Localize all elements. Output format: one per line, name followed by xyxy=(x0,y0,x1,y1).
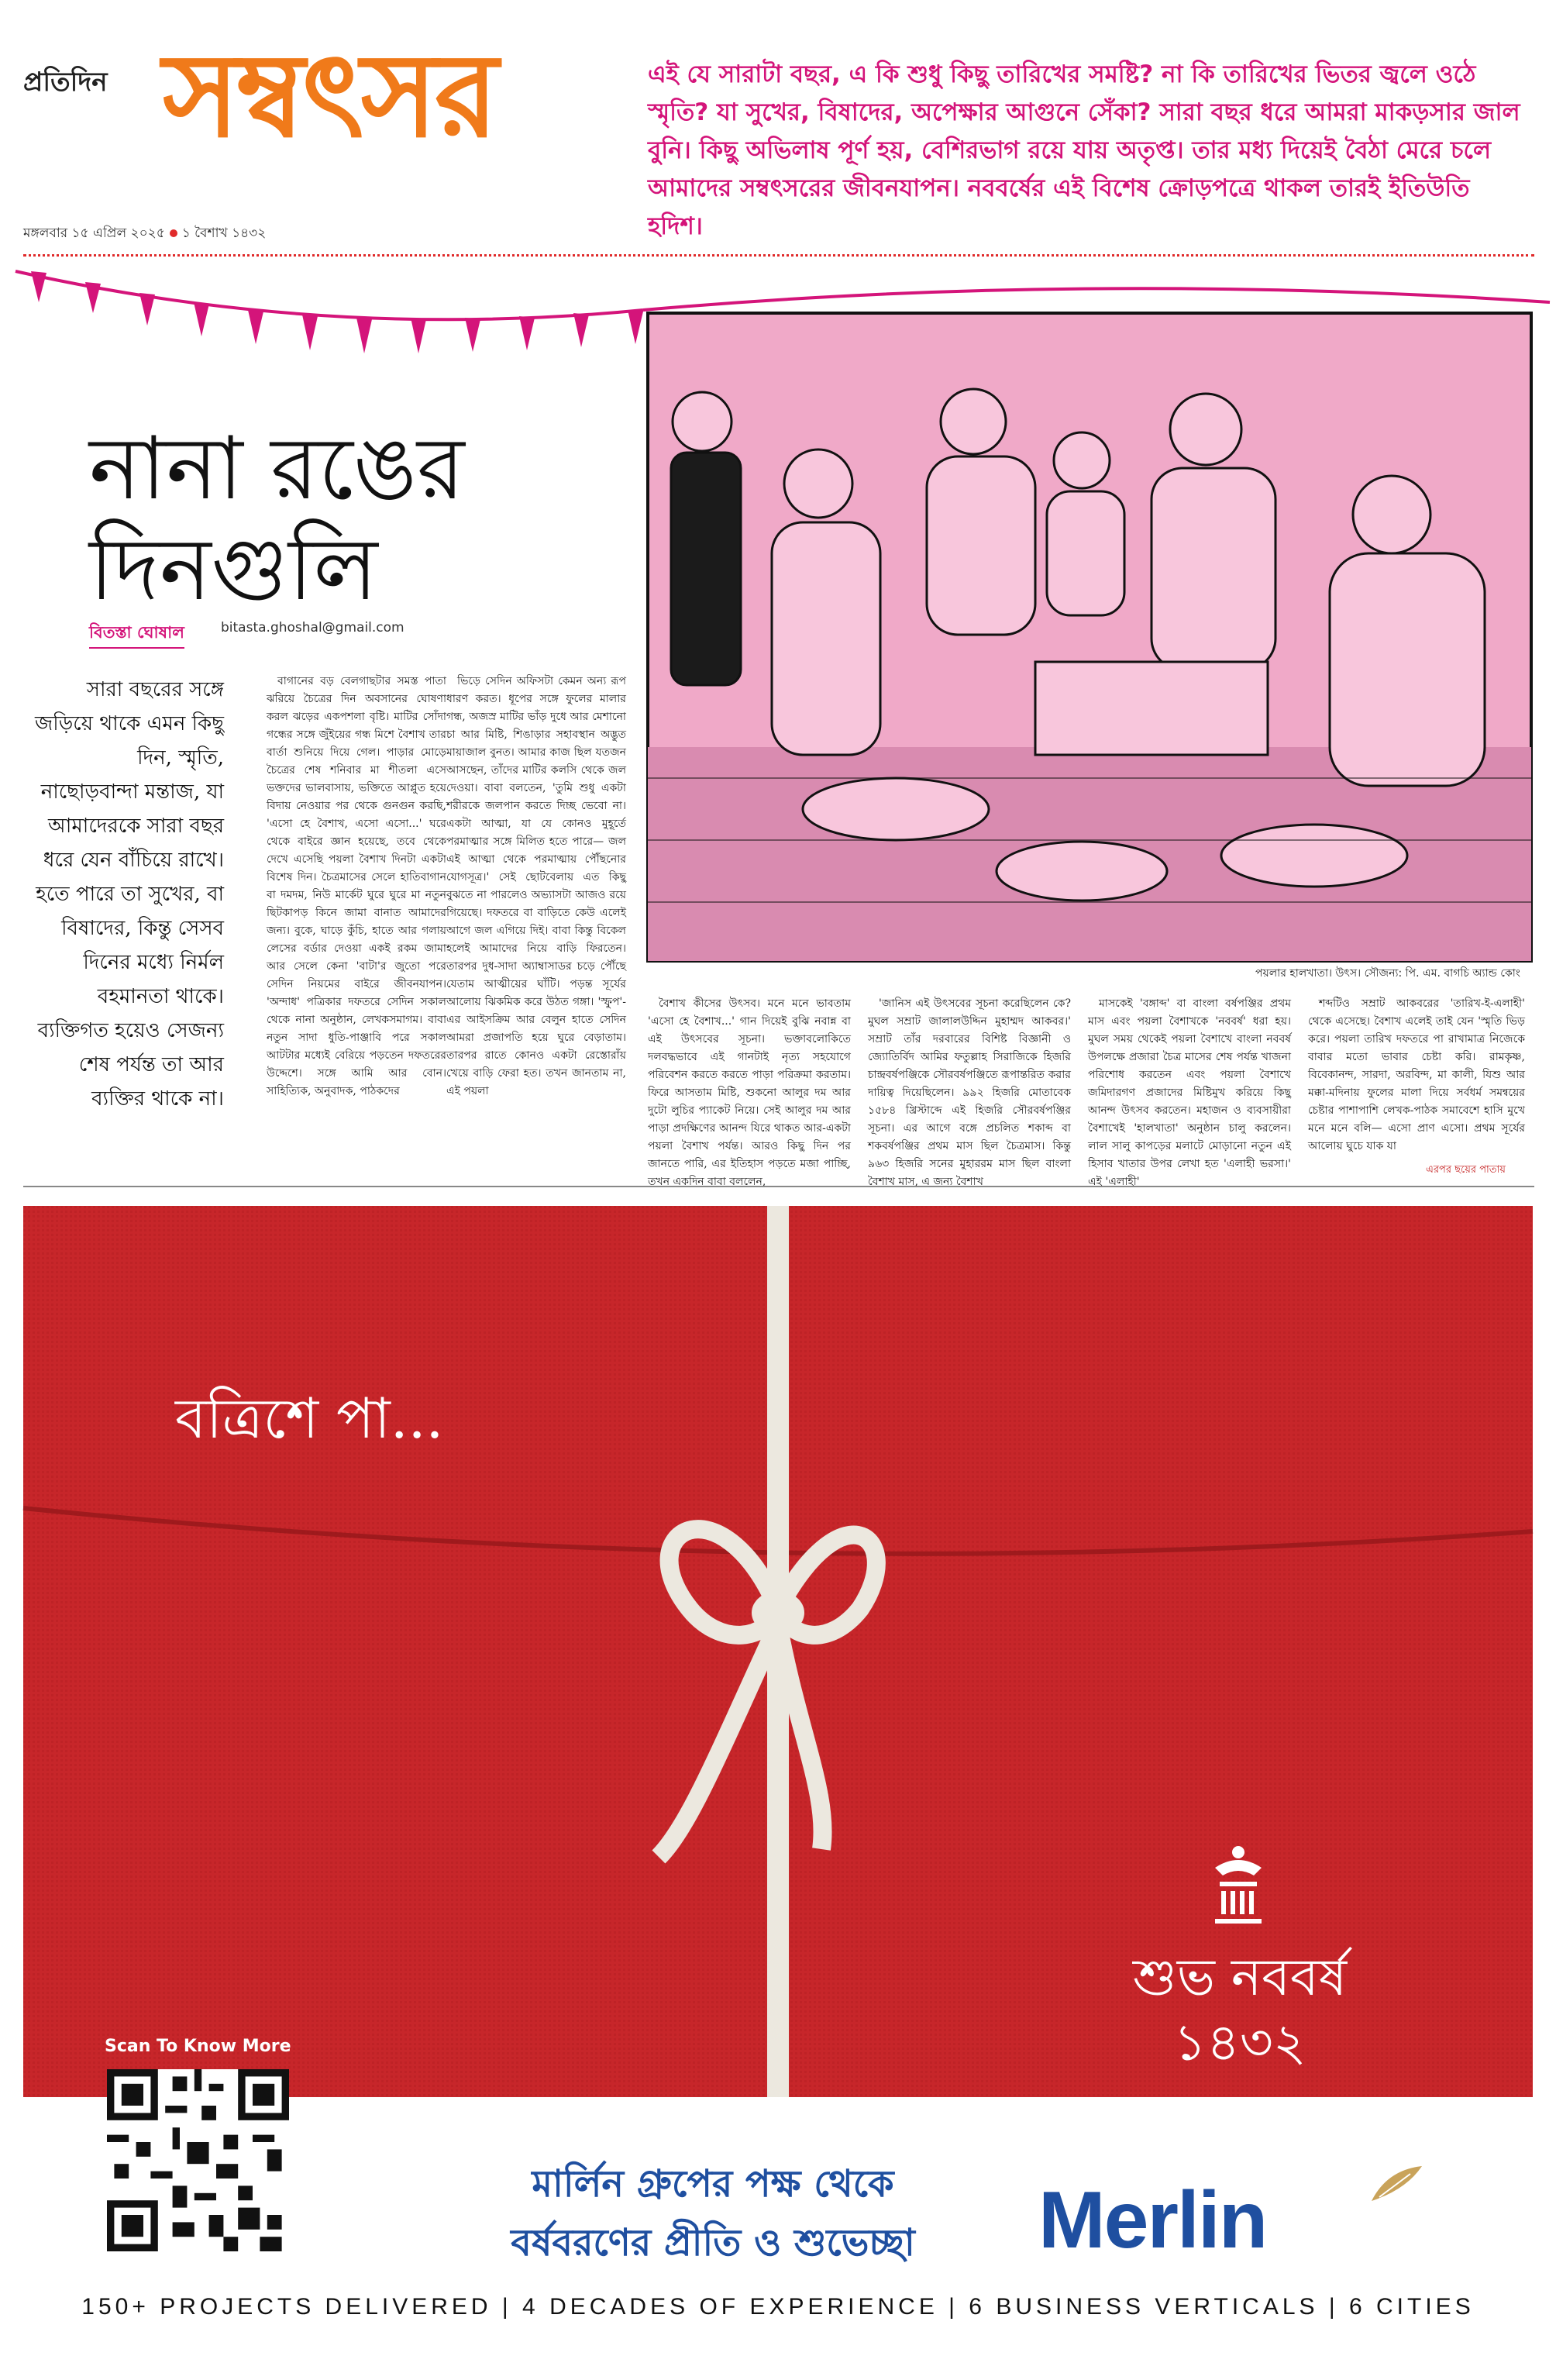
date-separator-dot xyxy=(170,229,177,237)
column-4-text: 'জানিস এই উৎসবের সূচনা করেছিলেন কে? মুঘল সম্রাট জালালউদ্দিন মুহাম্মদ আকবর।' সম্রাট তাঁর দরবারের বিশিষ্ট বিজ্ঞানী ও জ্যোতির্বিদ আমির ফতুল্লাহ সিরাজিকে হিজরি চান্দ্রবর্ষপঞ্জিকে সৌরবর্ষপঞ্জিতে রূপান্তরিত করার দায়িত্ব দিয়েছিলেন। ৯৯২ হিজরি মোতাবেক ১৫৮৪ খ্রিস্টাব্দে এই হিজরি সৌরবর্ষপঞ্জির সূচনা। এর আগে বঙ্গে প্রচলিত শকাব্দ বা শকবর্ষপঞ্জির প্রথম মাস ছিল চৈত্রমাস। কিন্তু ৯৬৩ হিজরি সনের মুহাররম মাস ছিল বাংলা বৈশাখ মাস, এ জন্য বৈশাখ xyxy=(868,997,1071,1188)
ad-message-line-2: বর্ষবরণের প্রীতি ও শুভেচ্ছা xyxy=(511,2221,915,2265)
ad-message-line-1: মার্লিন গ্রুপের পক্ষ থেকে xyxy=(532,2162,894,2206)
column-5-text: মাসকেই 'বঙ্গাব্দ' বা বাংলা বর্ষপঞ্জির প্রথম মাস এবং পয়লা বৈশাখকে 'নববর্ষ' ধরা হয়। মুঘল সময় থেকেই পয়লা বৈশাখে বাংলা নববর্ষ উপলক্ষে প্রজারা চৈত্র মাসের শেষ পর্যন্ত খাজনা পরিশোধ করতেন এবং পয়লা বৈশাখে জমিদারগণ প্রজাদের মিষ্টিমুখ করিয়ে কিছু আনন্দ উৎসব করতেন। মহাজন ও ব্যবসায়ীরা বৈশাখেই 'হালখাতা' অনুষ্ঠান চালু করলেন। লাল সালু কাপড়ের মলাটে মোড়ানো নতুন এই হিসাব খাতার উপর লেখা হত 'এলাহী ভরসা।' এই 'এলাহী' xyxy=(1088,997,1291,1188)
author-email[interactable]: bitasta.ghoshal@gmail.com xyxy=(221,620,404,635)
continued-note: এরপর ছয়ের পাতায় xyxy=(1426,1164,1506,1176)
merlin-leaf-icon xyxy=(1364,2162,1426,2209)
article-column-2 xyxy=(446,673,626,1097)
qr-code[interactable] xyxy=(107,2069,289,2251)
author-name: বিতস্তা ঘোষাল xyxy=(89,620,184,649)
article-column-1 xyxy=(267,673,446,1176)
article-column-6 xyxy=(1308,995,1525,1162)
date-text: মঙ্গলবার ১৫ এপ্রিল ২০২৫ xyxy=(23,226,165,241)
merlin-logo[interactable]: Merlin xyxy=(1038,2175,1267,2265)
article-column-4 xyxy=(868,995,1071,1188)
paper-name: প্রতিদিন xyxy=(23,67,108,98)
section-intro: এই যে সারাটা বছর, এ কি শুধু কিছু তারিখের সমষ্টি? না কি তারিখের ভিতর জ্বলে ওঠে স্মৃতি? যা সুখের, বিষাদের, অপেক্ষার আগুনে সেঁকা? সারা বছর ধরে আমরা মাকড়সার জাল বুনি। কিছু অভিলাষ পূর্ণ হয়, বেশিরভাগ রয়ে যায় অতৃপ্ত। তার মধ্য দিয়েই বৈঠা মেরে চলে আমাদের সম্বৎসরের জীবনযাপন। নববর্ষের এই বিশেষ ক্রোড়পত্রে থাকল তারই ইতিউতি হদিশ। xyxy=(648,60,1520,240)
column-6-text: শব্দটিও সম্রাট আকবরের 'তারিখ-ই-এলাহী' থেকে এসেছে। বৈশাখ এলেই তাই যেন 'স্মৃতি ভিড় করে। পয়লা তারিখ দফতরে পা রাখামাত্র নিজেকে বাবার মতো ভাবার চেষ্টা করি। রামকৃষ্ণ, বিবেকানন্দ, সারদা, অরবিন্দ, মা কালী, যিশু আর মক্কা-মদিনায় ফুলের মালা দিয়ে সর্বধর্ম সমন্বয়ের চেষ্টার পাশাপাশি লেখক-পাঠক সমাবেশে হাসি মুখে মনে মনে বলি— এসো প্রাণ এসো। প্রথম সূর্যের আলোয় ঘুচে যাক যা xyxy=(1308,997,1525,1152)
section-title: সম্বৎসর xyxy=(163,27,496,164)
company-stats: 150+ PROJECTS DELIVERED | 4 DECADES OF EXPERIENCE | 6 BUSINESS VERTICALS | 6 CITIES xyxy=(81,2294,1475,2320)
article-column-5 xyxy=(1088,995,1291,1188)
column-2-text: ভিড়ে সেদিন অফিসটা কেমন অন্য রূপ ধারণ করত। ধূপের সঙ্গে ফুলের মালার গন্ধ, অজস্র মাটির ভাঁড় দুধে আর মেশানো চা আর মিষ্টি, শিঙাড়ার সহাবস্থান অদ্ভুত মায়াজাল বুনত। আমার কাজ ছিল যতজন আসছেন, তাঁদের মাটির কলসি থেকে জল দেওয়া। বাবা বলতেন, 'তুমি শুধু একটা শরীরকে জলপান করতে দিচ্ছ ভেবো না। একটা আত্মা, যা যে কোনও মুহূর্তে পরমাত্মার সঙ্গে মিলিত হতে পারে— জল এই আত্মা থেকে পরমাত্মায় পৌঁছনোর যোগসূত্র।' সেই ছোটবেলায় এত কিছু বুঝতে না পারলেও অভ্যাসটা আজও রয়ে গিয়েছে। দফতরে বা বাড়িতে কেউ এলেই আগে জল এগিয়ে দিই। বাবা কিন্তু বিকেল হলেই আমাদের নিয়ে বাড়ি ফিরতেন। তারপর দুধ-সাদা অ্যাম্বাসাডর চড়ে পৌঁছে যেতাম আত্মীয়ের ঘাঁটি। পড়ন্ত সূর্যের আলোয় ঝিকমিক করে উঠত গঙ্গা। 'স্ফুপ'-এর আইসক্রিম আর বেলুন হাতে সেদিন আমরা প্রজাপতি হয়ে ঘুরে বেড়াতাম। তারপর রাতে কোনও একটা রেস্তোরাঁয় খেয়ে বাড়ি ফেরা হত। তখন জানতাম না, এই পয়লা xyxy=(446,675,626,1097)
issue-date xyxy=(23,223,266,245)
article-column-3 xyxy=(648,995,851,1188)
greeting-line-1: শুভ নববর্ষ xyxy=(1132,1948,1348,2007)
column-3-text: বৈশাখ কীসের উৎসব। মনে মনে ভাবতাম 'এসো হে বৈশাখ...' গান দিয়েই বুঝি নবান্ন বা এই উৎসবের সূচনা। ভক্তাবলোকিতে দলবদ্ধভাবে এই গানটাই নৃত্য সহযোগে পরিবেশন করতে করতে পাড়া পরিক্রমা করতাম। ফিরে আসতাম মিষ্টি, শুকনো আলুর দম আর দুটো লুচির প্যাকেট নিয়ে। সেই আলুর দম আর পাড়া প্রদক্ষিণের আনন্দ যিরে থাকত আর-একটা পয়লা বৈশাখ পর্যন্ত। আরও কিছু দিন পর জানতে পারি, এর ইতিহাস পড়তে মজা পাচ্ছি, তখন একদিন বাবা বললেন, xyxy=(648,997,851,1188)
headline-line-1: নানা রঙের xyxy=(89,418,465,519)
greeting-line-2: ১৪৩২ xyxy=(1173,2013,1306,2072)
halkhata-illustration xyxy=(648,313,1531,961)
scan-label: Scan To Know More xyxy=(105,2037,291,2056)
article-headline xyxy=(89,418,465,620)
new-year-greeting xyxy=(1116,1945,1364,2075)
article-bottom-rule xyxy=(23,1186,1534,1187)
merlin-emblem-icon xyxy=(1207,1844,1269,1930)
paper-logo xyxy=(23,62,163,101)
column-1-text: বাগানের বড় বেলগাছটার সমস্ত পাতা ঝরিয়ে চৈত্রের দিন অবসানের ঘোষণা করল ঝড়ের একপশলা বৃষ্টি। মাটির সোঁদা গন্ধের সঙ্গে জুঁইয়ের গন্ধ মিশে বৈশাখ তার বার্তা শুনিয়ে দিয়ে গেল। পাড়ার মোড়ে চৈত্রের শেষ শনিবার মা শীতলা এসে ভক্তদের ভালবাসায়, ভক্তিতে আপ্লুত হয়ে বিদায় নেওয়ার পর থেকে গুনগুন করছি, 'এসো হে বৈশাখ, এসো এসো...' ঘরে থেকে বাইরে জ্ঞান হয়েছে, তবে থেকে দেখে এসেছি পয়লা বৈশাখ দিনটা একটা বিশেষ দিন। চৈত্রমাসের সেলে হাতিবাগান বা দমদম, নিউ মার্কেট ঘুরে ঘুরে মা নতুন ছিটকাপড় কিনে জামা বানাত আমাদের জন্য। বুকে, ঘাড়ে কুঁচি, হাতে আর গলায় লেসের বর্ডার দেওয়া একই রকম জামা আর সেলে কেনা 'বাটা'র জুতো পরে সেদিন নিয়মের বাইরে জীবনযাপন। 'অন্দাধ' পত্রিকার দফতরে সেদিন সকাল থেকে নানা অনুষ্ঠান, লেখকসমাগম। বাবা নতুন সাদা ধুতি-পাঞ্জাবি পরে সকাল আটটার মধ্যেই বেরিয়ে পড়তেন দফতরের উদ্দেশে। সঙ্গে আমি আর বোন। সাহিত্যিক, অনুবাদক, পাঠকদের xyxy=(267,675,446,1097)
ad-tagline: বত্রিশে পা... xyxy=(175,1386,444,1451)
ad-message xyxy=(434,2154,992,2272)
image-caption: পয়লার হালখাতা। উৎস। সৌজন্য: পি. এম. বাগচি অ্যান্ড কোং xyxy=(1255,967,1520,980)
article-lead: সারা বছরের সঙ্গে জড়িয়ে থাকে এমন কিছু দিন, স্মৃতি, নাছোড়বান্দা মন্তাজ, যা আমাদেরকে সারা বছর ধরে যেন বাঁচিয়ে রাখে। হতে পারে তা সুখের, বা বিষাদের, কিন্তু সেসব দিনের মধ্যে নির্মল বহমানতা থাকে। ব্যক্তিগত হয়েও সেজন্য শেষ পর্যন্ত তা আর ব্যক্তির থাকে না। xyxy=(35,678,224,1111)
bengali-date-text: ১ বৈশাখ ১৪৩২ xyxy=(181,226,267,241)
headline-line-2: দিনগুলি xyxy=(89,519,378,620)
